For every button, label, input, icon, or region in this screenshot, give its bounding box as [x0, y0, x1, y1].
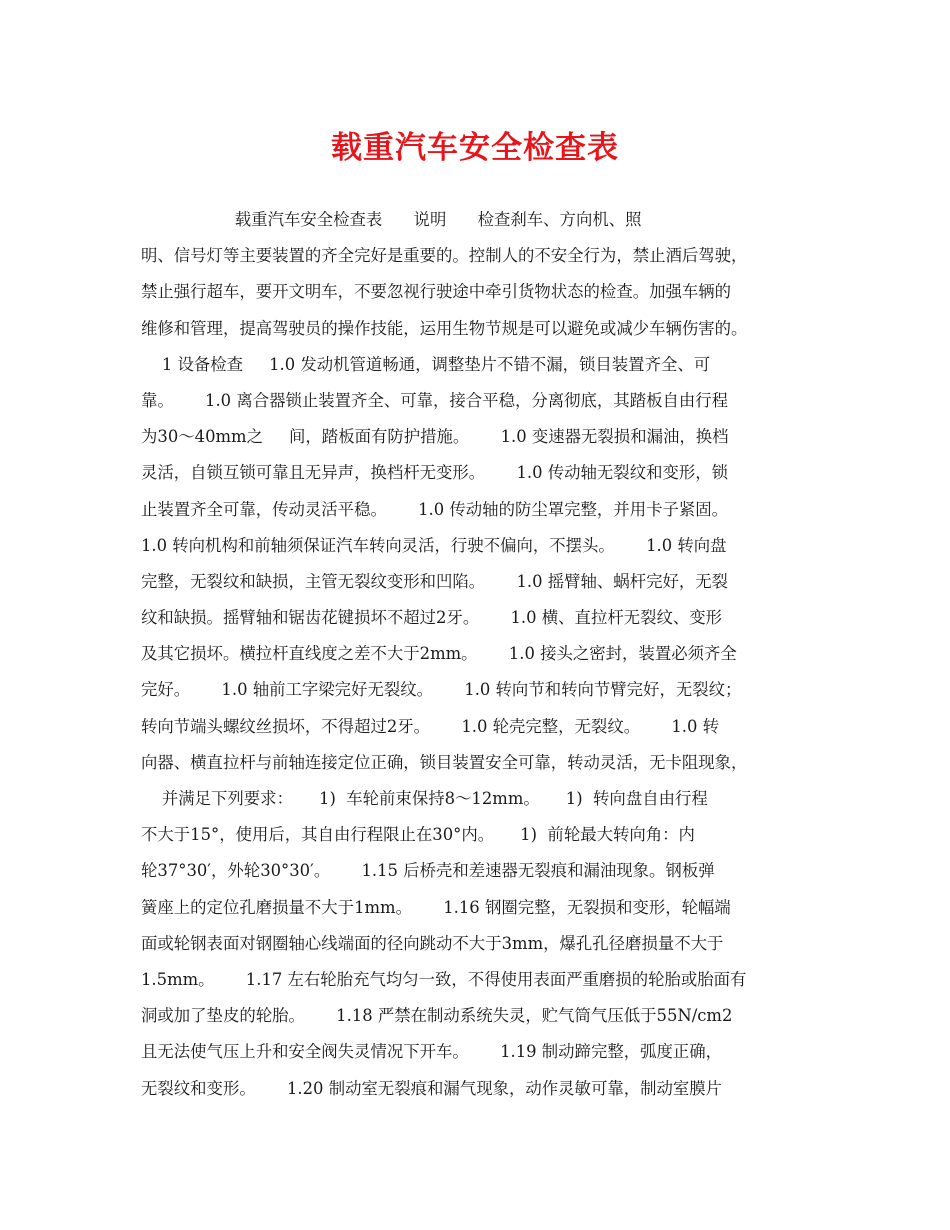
body-line: 且无法使气压上升和安全阀失灵情况下开车。 1.19 制动蹄完整，弧度正确，	[141, 1042, 723, 1062]
body-line: 为30～40mm之 间，踏板面有防护措施。 1.0 变速器无裂损和漏油，换档	[141, 427, 729, 447]
body-line: 不大于15°，使用后，其自由行程限止在30°内。 1) 前轮最大转向角：内	[141, 825, 695, 845]
body-line: 载重汽车安全检查表 说明 检查刹车、方向机、照	[141, 210, 642, 229]
body-line: 1 设备检查 1.0 发动机管道畅通，调整垫片不错不漏，锁目装置齐全、可	[141, 354, 711, 374]
body-line: 及其它损坏。横拉杆直线度之差不大于2mm。 1.0 接头之密封，装置必须齐全	[141, 644, 737, 664]
body-line: 纹和缺损。摇臂轴和锯齿花键损坏不超过2牙。 1.0 横、直拉杆无裂纹、变形	[141, 608, 723, 628]
body-line: 无裂纹和变形。 1.20 制动室无裂痕和漏气现象，动作灵敏可靠，制动室膜片	[141, 1078, 723, 1098]
body-line: 转向节端头螺纹丝损坏，不得超过2牙。 1.0 轮壳完整，无裂纹。 1.0 转	[141, 716, 720, 736]
body-line: 簧座上的定位孔磨损量不大于1mm。 1.16 钢圈完整，无裂损和变形，轮幅端	[141, 897, 731, 917]
body-line: 洞或加了垫皮的轮胎。 1.18 严禁在制动系统失灵，贮气筒气压低于55N/cm2	[141, 1006, 733, 1026]
body-line: 禁止强行超车，要开文明车，不要忽视行驶途中牵引货物状态的检查。加强车辆的	[141, 282, 732, 302]
body-line: 维修和管理，提高驾驶员的操作技能，运用生物节规是可以避免或减少车辆伤害的。	[141, 318, 748, 338]
body-line: 轮37°30′，外轮30°30′。 1.15 后桥壳和差速器无裂痕和漏油现象。钢板弹	[141, 861, 715, 881]
document-title: 载重汽车安全检查表	[331, 130, 619, 166]
document-body	[141, 202, 809, 1107]
body-line: 完好。 1.0 轴前工字梁完好无裂纹。 1.0 转向节和转向节臂完好，无裂纹；	[141, 680, 742, 700]
body-line: 完整，无裂纹和缺损，主管无裂纹变形和凹陷。 1.0 摇臂轴、蜗杆完好，无裂	[141, 571, 729, 591]
body-line: 靠。 1.0 离合器锁止装置齐全、可靠，接合平稳，分离彻底，其踏板自由行程	[141, 390, 729, 410]
body-line: 1.5mm。 1.17 左右轮胎充气均匀一致，不得使用表面严重磨损的轮胎或胎面有	[141, 969, 747, 989]
body-line: 1.0 转向机构和前轴须保证汽车转向灵活，行驶不偏向，不摆头。 1.0 转向盘	[141, 535, 727, 555]
body-line: 止装置齐全可靠，传动灵活平稳。 1.0 传动轴的防尘罩完整，并用卡子紧固。	[141, 499, 729, 519]
body-line: 向器、横直拉杆与前轴连接定位正确，锁目装置安全可靠，转动灵活，无卡阻现象，	[141, 752, 748, 772]
body-line: 明、信号灯等主要装置的齐全完好是重要的。控制人的不安全行为，禁止酒后驾驶，	[141, 246, 748, 266]
body-line: 面或轮钢表面对钢圈轴心线端面的径向跳动不大于3mm，爆孔孔径磨损量不大于	[141, 933, 724, 953]
body-line: 并满足下列要求： 1) 车轮前束保持8～12mm。 1) 转向盘自由行程	[141, 789, 708, 808]
body-line: 灵活，自锁互锁可靠且无异声，换档杆无变形。 1.0 传动轴无裂纹和变形，锁	[141, 463, 729, 483]
